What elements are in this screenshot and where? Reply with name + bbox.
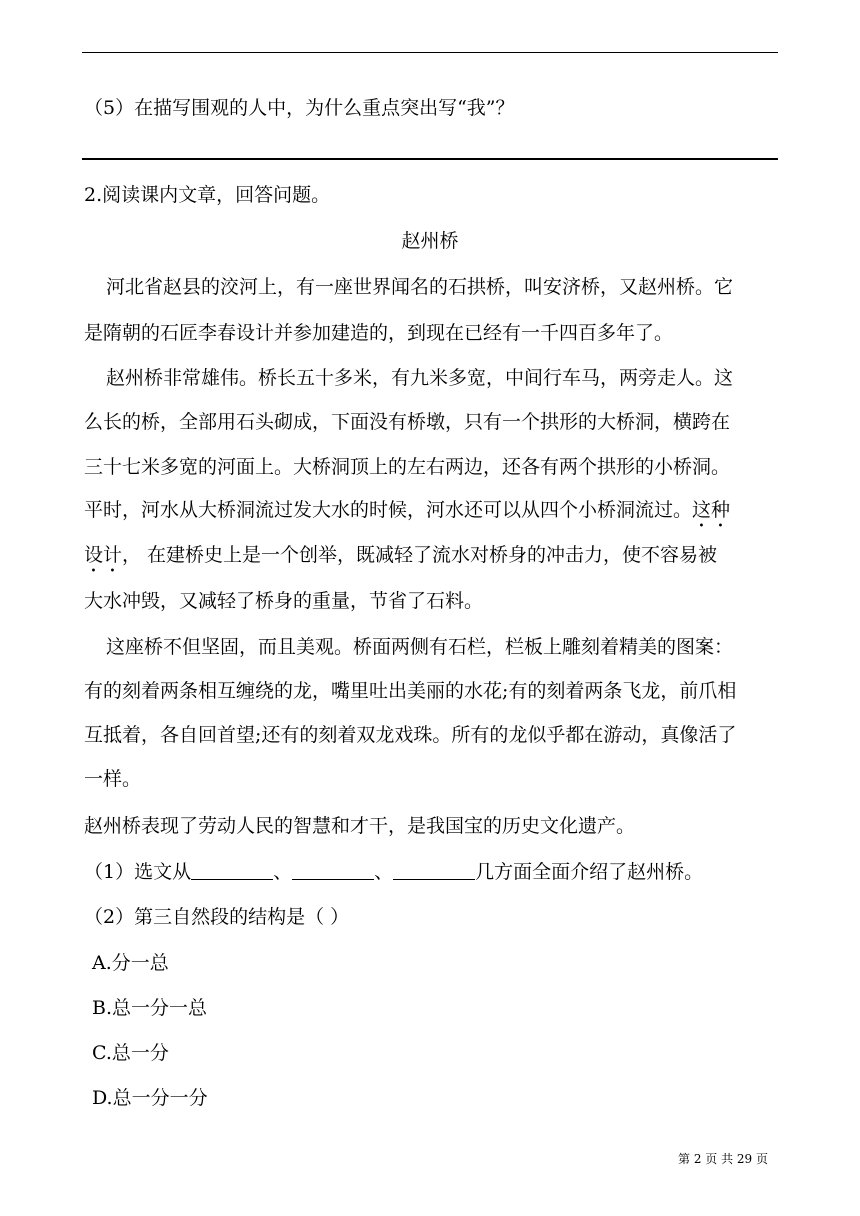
article-title: 赵州桥 xyxy=(401,230,459,252)
blank-1[interactable] xyxy=(191,861,273,880)
paragraph-3-line-4: 一样。 xyxy=(84,768,142,790)
paragraph-2-line-1: 赵州桥非常雄伟。桥长五十多米，有九米多宽，中间行车马，两旁走人。这 xyxy=(106,367,734,389)
top-rule xyxy=(82,52,778,53)
paragraph-2-line-3: 三十七米多宽的河面上。大桥洞顶上的左右两边，还各有两个拱形的小桥洞。 xyxy=(84,456,731,478)
paragraph-4: 赵州桥表现了劳动人民的智慧和才干，是我国宝的历史文化遗产。 xyxy=(84,815,636,837)
option-d[interactable]: D.总一分一分 xyxy=(92,1087,208,1109)
page-footer: 第 2 页 共 29 页 xyxy=(678,1152,768,1166)
blank-3[interactable] xyxy=(393,861,475,880)
blank-2[interactable] xyxy=(292,861,374,880)
question-1 xyxy=(84,860,703,884)
question-1-separator-2: 、 xyxy=(374,861,394,883)
dotted-word-sheji: 设计 xyxy=(84,544,123,566)
paragraph-1-line-1: 河北省赵县的洨河上，有一座世界闻名的石拱桥，叫安济桥，又赵州桥。它 xyxy=(106,276,734,298)
question-1-suffix: 几方面全面介绍了赵州桥。 xyxy=(475,861,704,883)
option-b[interactable]: B.总一分一总 xyxy=(92,997,208,1019)
paragraph-3-line-3: 互抵着，各自回首望;还有的刻着双龙戏珠。所有的龙似乎都在游动，真像活了 xyxy=(84,724,737,746)
paragraph-1-line-2: 是隋朝的石匠李春设计并参加建造的，到现在已经有一千四百多年了。 xyxy=(84,322,674,344)
question-1-separator-1: 、 xyxy=(273,861,293,883)
paragraph-2-line-4-text: 平时，河水从大桥洞流过发大水的时候，河水还可以从四个小桥洞流过。 xyxy=(84,499,693,521)
paragraph-2-line-5 xyxy=(84,543,717,577)
section-2-header: 2.阅读课内文章，回答问题。 xyxy=(84,184,331,206)
dotted-word-zhezhong: 这种 xyxy=(692,499,731,521)
paragraph-2-line-2: 么长的桥，全部用石头砌成，下面没有桥墩，只有一个拱形的大桥洞，横跨在 xyxy=(84,411,731,433)
paragraph-3-line-1: 这座桥不但坚固，而且美观。桥面两侧有石栏，栏板上雕刻着精美的图案： xyxy=(106,636,734,658)
paragraph-3-line-2: 有的刻着两条相互缠绕的龙，嘴里吐出美丽的水花;有的刻着两条飞龙，前爪相 xyxy=(84,680,737,702)
question-1-prefix: （1）选文从 xyxy=(84,861,192,883)
paragraph-2-line-5-text: ， 在建桥史上是一个创举，既减轻了流水对桥身的冲击力，使不容易被 xyxy=(122,544,718,566)
question-2: （2）第三自然段的结构是（ ） xyxy=(84,906,350,928)
question-5: （5）在描写围观的人中，为什么重点突出写“我”？ xyxy=(84,97,515,119)
option-c[interactable]: C.总一分 xyxy=(92,1042,169,1064)
answer-line[interactable] xyxy=(82,158,778,160)
paragraph-2-line-6: 大水冲毁，又减轻了桥身的重量，节省了石料。 xyxy=(84,590,484,612)
paragraph-2-line-4 xyxy=(84,498,730,532)
option-a[interactable]: A.分一总 xyxy=(92,952,169,974)
